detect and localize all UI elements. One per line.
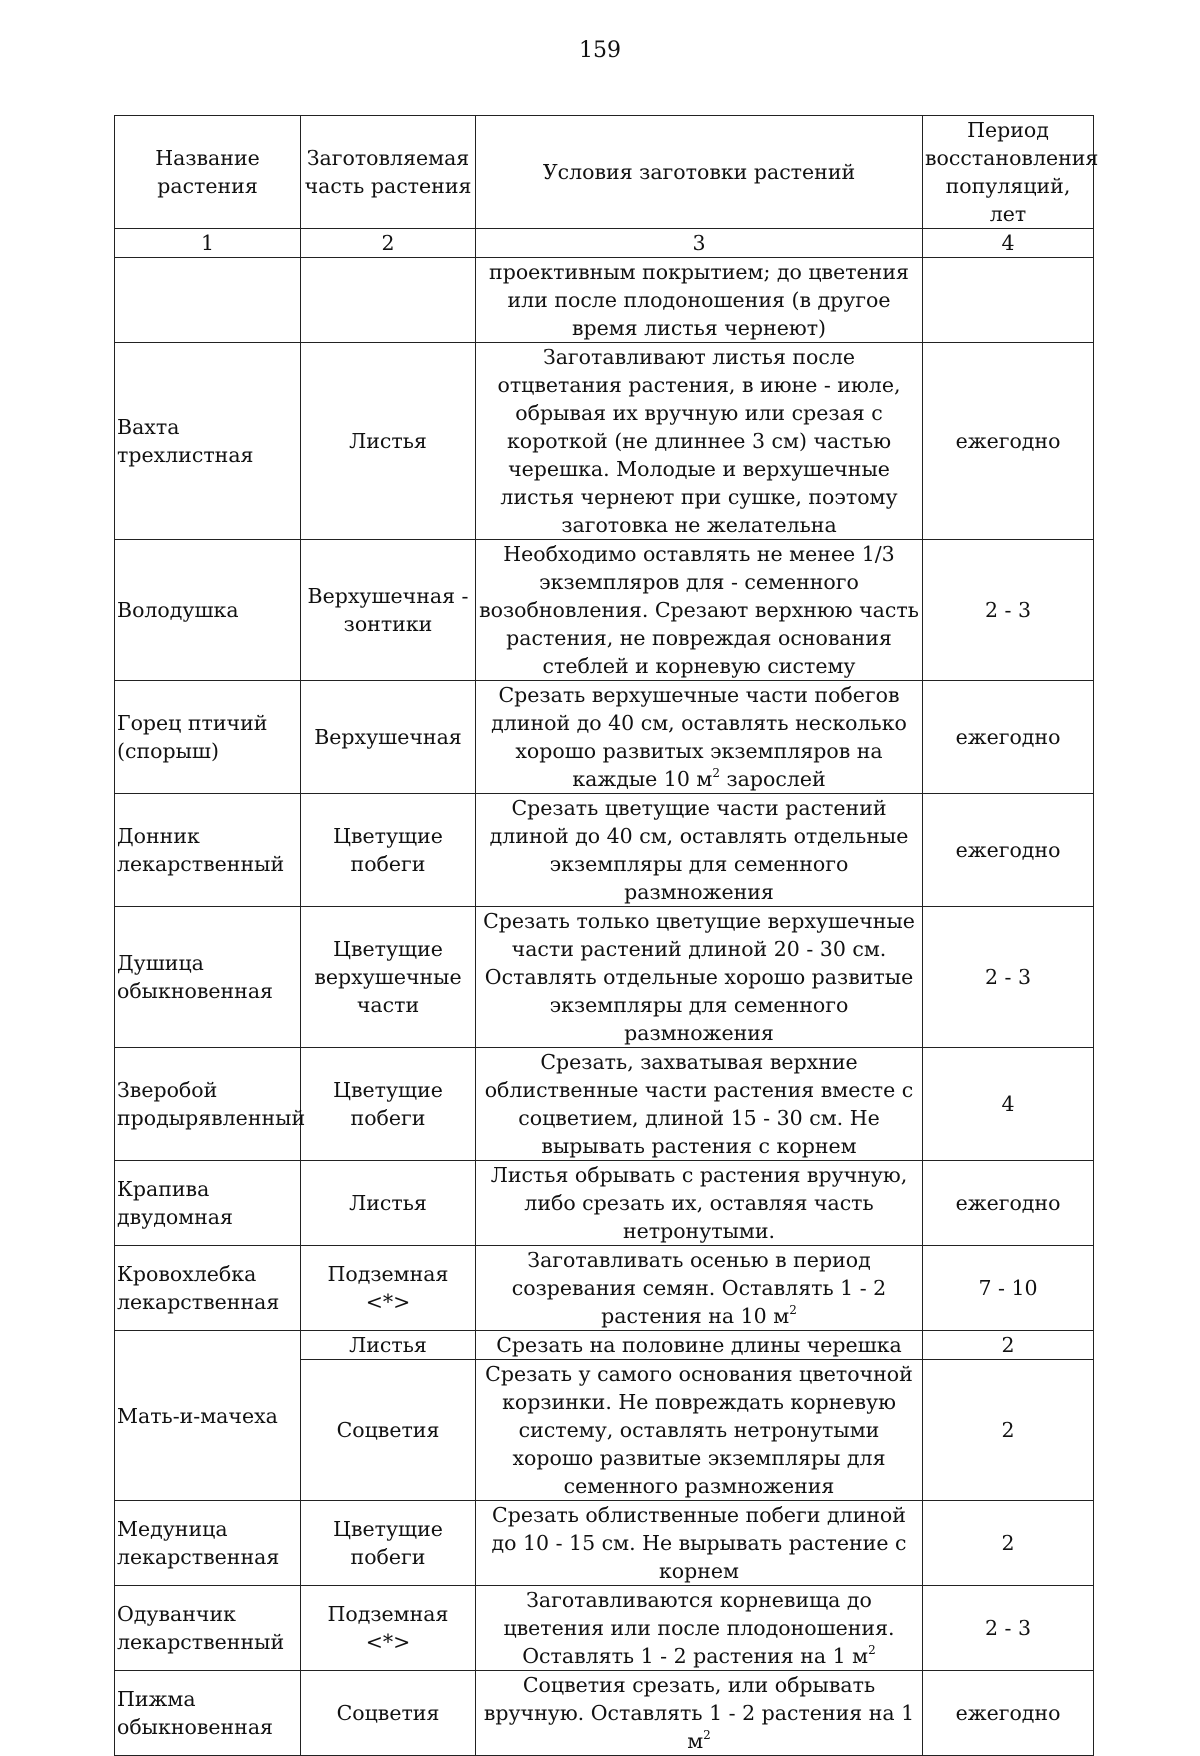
harvest-conditions: Заготавливают листья после отцветания растения, в июне - июле, обрывая их вручную или срезая с короткой (не длиннее 3 см) частью черешка. Молодые и верхушечные листья чернеют при сушке, поэтому заготовка не желательна <box>476 343 923 540</box>
table-row <box>115 1586 1094 1671</box>
recovery-period: 2 <box>923 1501 1094 1586</box>
plant-name: Крапива двудомная <box>115 1161 301 1246</box>
recovery-period: ежегодно <box>923 681 1094 794</box>
harvested-part: Подземная <*> <box>301 1246 476 1331</box>
harvested-part: Цветущие побеги <box>301 1048 476 1161</box>
harvest-conditions: Листья обрывать с растения вручную, либо срезать их, оставляя часть нетронутыми. <box>476 1161 923 1246</box>
harvest-conditions: Соцветия срезать, или обрывать вручную. Оставлять 1 - 2 растения на 1 $м^2$ <box>476 1671 923 1756</box>
column-number: 4 <box>923 229 1094 258</box>
plant-name: Медуница лекарственная <box>115 1501 301 1586</box>
plant-name: Володушка <box>115 540 301 681</box>
harvest-conditions: Срезать у самого основания цветочной корзинки. Не повреждать корневую систему, оставлять нетронутыми хорошо развитые экземпляры для семенного размножения <box>476 1360 923 1501</box>
table-row <box>115 1501 1094 1586</box>
plant-name: Кровохлебка лекарственная <box>115 1246 301 1331</box>
plant-name: Зверобой продырявленный <box>115 1048 301 1161</box>
column-number-row <box>115 229 1094 258</box>
harvested-part: Цветущие побеги <box>301 794 476 907</box>
recovery-period: ежегодно <box>923 1671 1094 1756</box>
recovery-period: ежегодно <box>923 343 1094 540</box>
column-number: 3 <box>476 229 923 258</box>
header-row <box>115 116 1094 229</box>
harvest-conditions: Срезать только цветущие верхушечные части растений длиной 20 - 30 см. Оставлять отдельные хорошо развитые экземпляры для семенного размножения <box>476 907 923 1048</box>
header-harvested-part: Заготовляемая часть растения <box>301 116 476 229</box>
harvested-part: Листья <box>301 1161 476 1246</box>
harvested-part: Листья <box>301 343 476 540</box>
harvested-part: Соцветия <box>301 1360 476 1501</box>
table-row <box>115 1331 1094 1360</box>
header-recovery-period: Период восстановления популяций, лет <box>923 116 1094 229</box>
table-row <box>115 907 1094 1048</box>
recovery-period: 2 - 3 <box>923 540 1094 681</box>
harvested-part: Цветущие побеги <box>301 1501 476 1586</box>
plant-name: Горец птичий (спорыш) <box>115 681 301 794</box>
recovery-period: ежегодно <box>923 1161 1094 1246</box>
recovery-period <box>923 258 1094 343</box>
header-conditions: Условия заготовки растений <box>476 116 923 229</box>
table-row <box>115 343 1094 540</box>
harvest-conditions: Срезать верхушечные части побегов длиной до 40 см, оставлять несколько хорошо развитых экземпляров на каждые 10 $м^2$ зарослей <box>476 681 923 794</box>
table-row <box>115 540 1094 681</box>
harvest-conditions: проективным покрытием; до цветения или после плодоношения (в другое время листья чернеют) <box>476 258 923 343</box>
recovery-period: 7 - 10 <box>923 1246 1094 1331</box>
recovery-period: 2 - 3 <box>923 907 1094 1048</box>
harvest-conditions: Необходимо оставлять не менее 1/3 экземпляров для - семенного возобновления. Срезают верхнюю часть растения, не повреждая основания стеблей и корневую систему <box>476 540 923 681</box>
harvested-part: Верхушечная - зонтики <box>301 540 476 681</box>
table-row <box>115 258 1094 343</box>
plant-harvest-table <box>114 115 1099 1756</box>
recovery-period: 2 - 3 <box>923 1586 1094 1671</box>
column-number: 2 <box>301 229 476 258</box>
plant-name <box>115 258 301 343</box>
harvested-part: Листья <box>301 1331 476 1360</box>
plant-name: Мать-и-мачеха <box>115 1331 301 1501</box>
plant-name: Пижма обыкновенная <box>115 1671 301 1756</box>
column-number: 1 <box>115 229 301 258</box>
plant-name: Донник лекарственный <box>115 794 301 907</box>
recovery-period: ежегодно <box>923 794 1094 907</box>
plant-name: Одуванчик лекарственный <box>115 1586 301 1671</box>
plant-name: Вахта трехлистная <box>115 343 301 540</box>
page-number: 159 <box>579 38 621 63</box>
harvested-part: Верхушечная <box>301 681 476 794</box>
harvest-conditions: Срезать, захватывая верхние облиственные части растения вместе с соцветием, длиной 15 - 30 см. Не вырывать растения с корнем <box>476 1048 923 1161</box>
table-row <box>115 1048 1094 1161</box>
recovery-period: 2 <box>923 1360 1094 1501</box>
table-row <box>115 794 1094 907</box>
recovery-period: 2 <box>923 1331 1094 1360</box>
table-row <box>115 1671 1094 1756</box>
harvested-part <box>301 258 476 343</box>
plant-name: Душица обыкновенная <box>115 907 301 1048</box>
table-row <box>115 681 1094 794</box>
harvest-conditions: Срезать цветущие части растений длиной до 40 см, оставлять отдельные экземпляры для семенного размножения <box>476 794 923 907</box>
harvest-conditions: Срезать облиственные побеги длиной до 10 - 15 см. Не вырывать растение с корнем <box>476 1501 923 1586</box>
harvest-conditions: Срезать на половине длины черешка <box>476 1331 923 1360</box>
header-plant-name: Название растения <box>115 116 301 229</box>
recovery-period: 4 <box>923 1048 1094 1161</box>
table-row <box>115 1161 1094 1246</box>
table-row <box>115 1246 1094 1331</box>
harvest-conditions: Заготавливать осенью в период созревания семян. Оставлять 1 - 2 растения на 10 $м^2$ <box>476 1246 923 1331</box>
harvested-part: Соцветия <box>301 1671 476 1756</box>
harvested-part: Подземная <*> <box>301 1586 476 1671</box>
harvest-conditions: Заготавливаются корневища до цветения или после плодоношения. Оставлять 1 - 2 растения на 1 $м^2$ <box>476 1586 923 1671</box>
harvested-part: Цветущие верхушечные части <box>301 907 476 1048</box>
